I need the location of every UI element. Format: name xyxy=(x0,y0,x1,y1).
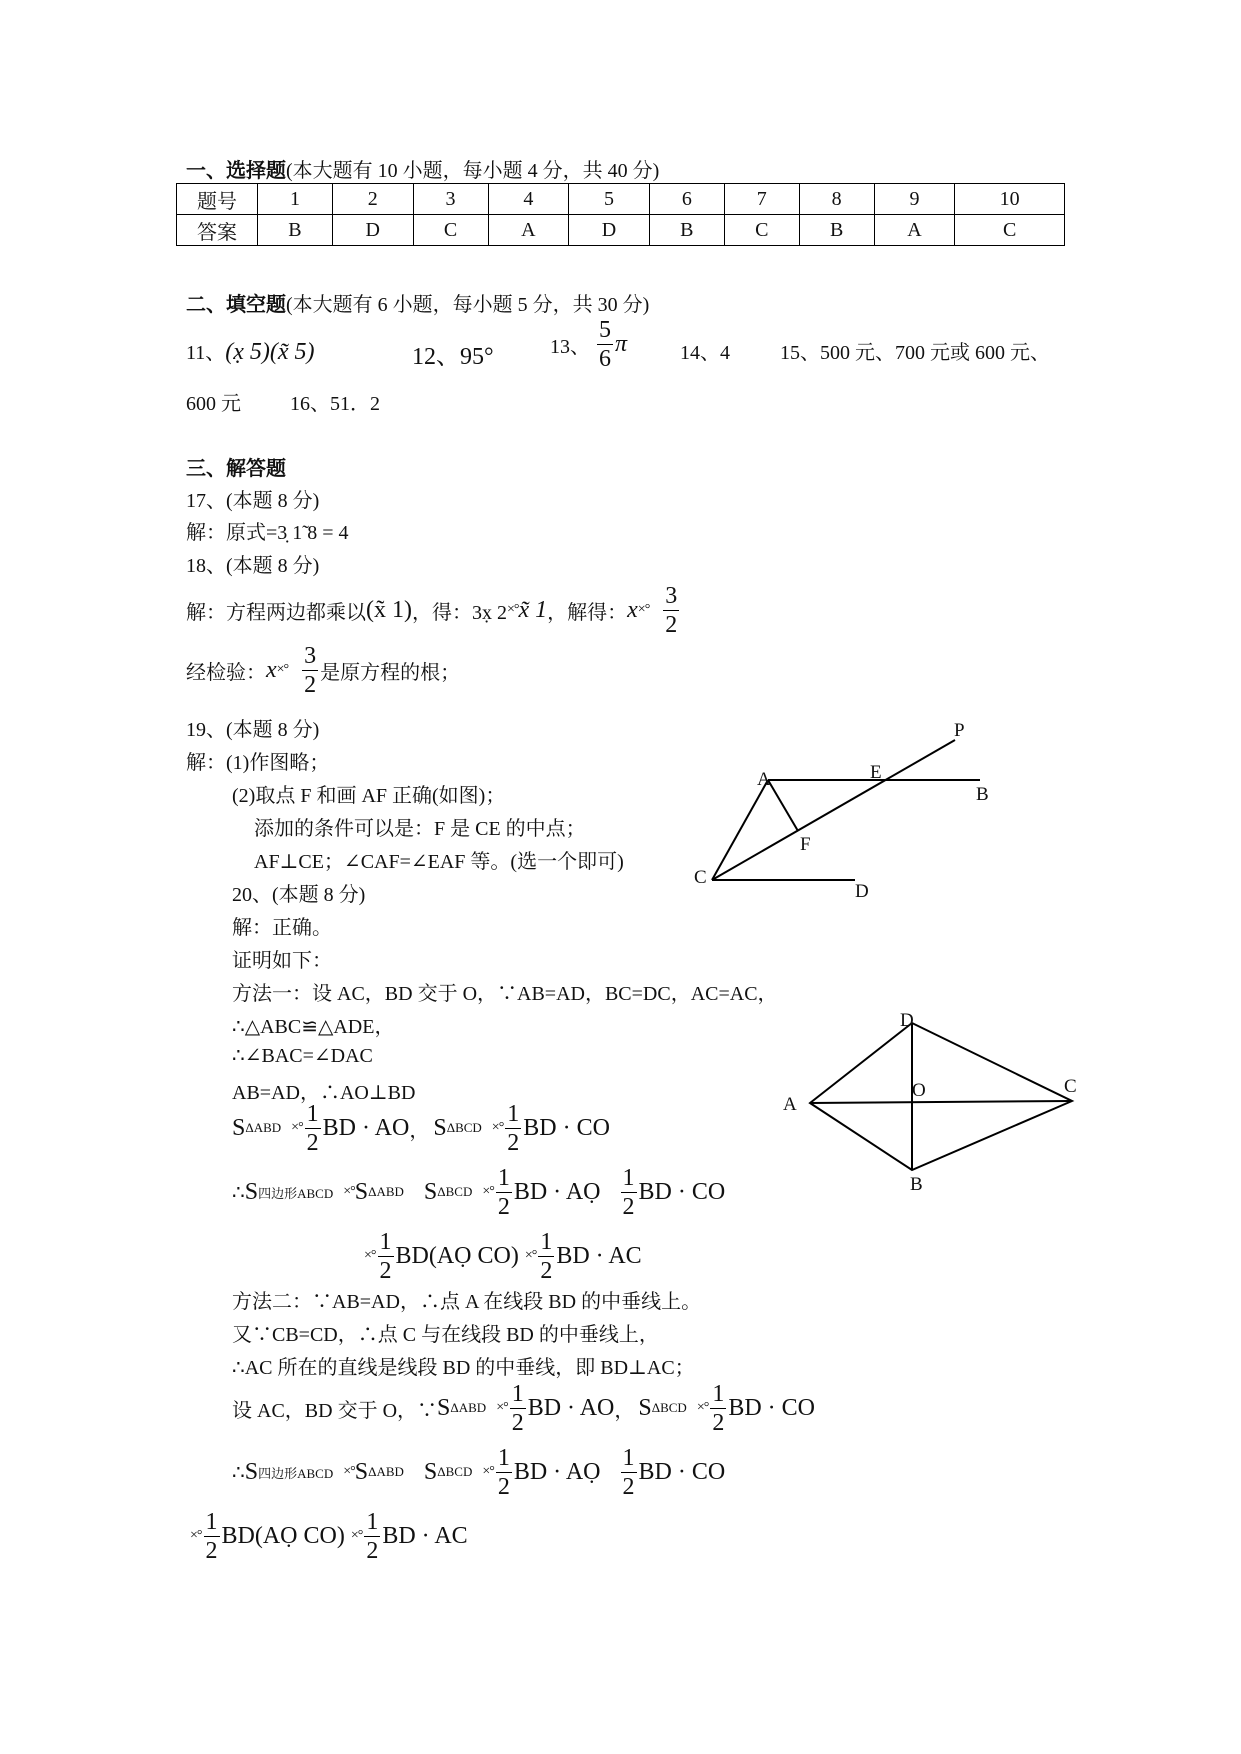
q14: 14、4 xyxy=(680,342,730,364)
fraction-den: 2 xyxy=(306,1129,319,1156)
section1-heading xyxy=(186,154,659,183)
therefore-symbol: ∴ xyxy=(232,1461,245,1484)
garbled-glyph: ×° xyxy=(506,602,519,617)
q20-line3: 方法一：设 AC，BD 交于 O，∵AB=AD，BC=DC，AC=AC， xyxy=(232,983,778,1005)
garbled-glyph: ×° xyxy=(364,1248,376,1263)
area-symbol: S xyxy=(433,1114,447,1141)
garbled-glyph: ×° xyxy=(482,1464,494,1479)
q17-head: 17、(本题 8 分) xyxy=(186,490,320,512)
subscript: ΔBCD xyxy=(437,1464,473,1479)
q15: 15、500 元、700 元或 600 元、 xyxy=(780,342,1050,364)
formula-term: BD · AC xyxy=(556,1242,642,1269)
garbled-glyph: ×° xyxy=(190,1528,202,1543)
table-cell: 4 xyxy=(488,184,569,215)
formula-term: BD(AỌ CO) xyxy=(221,1522,345,1549)
q18-text-a: 解：方程两边都乘以 xyxy=(186,601,366,624)
formula-term: BD · CO xyxy=(638,1458,726,1485)
fraction-den: 2 xyxy=(540,1257,553,1284)
fraction-den: 2 xyxy=(712,1409,725,1436)
half-fraction xyxy=(204,1510,220,1563)
area-symbol: S xyxy=(638,1394,652,1421)
half-fraction xyxy=(510,1382,526,1435)
garbled-glyph: ×° xyxy=(524,1248,537,1263)
section2-title: 二、填空题 xyxy=(186,292,286,316)
garbled-glyph: ×° xyxy=(496,1400,508,1415)
q13-fraction xyxy=(597,318,613,371)
garbled-glyph: ×° xyxy=(491,1120,504,1135)
table-cell: A xyxy=(488,215,569,246)
subscript: 四边形ABCD xyxy=(258,1465,334,1481)
garbled-glyph: ×° xyxy=(291,1120,303,1135)
formula-term: BD · CO xyxy=(638,1178,726,1205)
q18-solution xyxy=(186,580,681,640)
q20-head: 20、(本题 8 分) xyxy=(232,884,366,906)
area-symbol: S xyxy=(244,1458,259,1485)
fraction-num: 1 xyxy=(712,1380,725,1407)
q18-text-d: x̃ 1 xyxy=(518,596,548,623)
q13-label: 13、 xyxy=(550,336,590,358)
table-cell: 8 xyxy=(799,184,874,215)
half-fraction xyxy=(710,1382,726,1435)
table-cell: B xyxy=(649,215,724,246)
half-fraction xyxy=(621,1166,637,1219)
q18-x: x xyxy=(266,656,277,683)
label-f: F xyxy=(800,834,811,855)
fraction-den: 2 xyxy=(622,1193,635,1220)
table-cell: B xyxy=(258,215,333,246)
fraction-num: 3 xyxy=(304,642,317,669)
q18-text-b: (x̃ 1) xyxy=(366,596,412,623)
table-cell: 3 xyxy=(413,184,488,215)
table-row xyxy=(177,184,1065,215)
m2-formula-3 xyxy=(190,1504,468,1568)
q19-head: 19、(本题 8 分) xyxy=(186,719,320,741)
label-a: A xyxy=(783,1094,797,1115)
half-fraction xyxy=(378,1230,394,1283)
fraction-num: 1 xyxy=(540,1228,553,1255)
section2-desc: (本大题有 6 小题，每小题 5 分，共 30 分) xyxy=(286,294,650,316)
area-symbol: S xyxy=(423,1458,438,1485)
q19-line2: (2)取点 F 和画 AF 正确(如图)； xyxy=(232,785,506,807)
section1-title: 一、选择题 xyxy=(186,158,286,182)
q20-line2: 证明如下： xyxy=(232,950,332,972)
table-cell: D xyxy=(332,215,413,246)
label-e: E xyxy=(870,762,882,783)
q20-line1: 解：正确。 xyxy=(232,917,332,939)
label-d: D xyxy=(900,1010,914,1031)
section3-title: 三、解答题 xyxy=(186,456,286,480)
q19-line1: 解：(1)作图略； xyxy=(186,752,330,774)
answer-table xyxy=(176,183,1065,246)
label-o: O xyxy=(912,1080,926,1101)
fraction-num: 1 xyxy=(306,1100,319,1127)
q13-num: 5 xyxy=(599,317,611,343)
q12-text: 12、95° xyxy=(412,344,494,370)
table-cell: 6 xyxy=(649,184,724,215)
m1-formula-2 xyxy=(232,1160,725,1224)
m2-formula-1 xyxy=(232,1376,815,1440)
subscript: ΔABD xyxy=(368,1464,404,1479)
figure-q20 xyxy=(780,1005,1100,1205)
subscript: ΔABD xyxy=(245,1120,282,1135)
half-fraction xyxy=(538,1230,554,1283)
label-b: B xyxy=(976,784,989,805)
q13 xyxy=(550,318,627,371)
table-cell: 1 xyxy=(258,184,333,215)
m2-line4-text: 设 AC，BD 交于 O，∵ xyxy=(232,1399,438,1422)
garbled-glyph: ×° xyxy=(343,1184,355,1199)
q18-text-e: ，解得： xyxy=(547,601,628,624)
area-symbol: S xyxy=(423,1178,438,1205)
fraction-den: 2 xyxy=(511,1409,524,1436)
formula-term: BD(AỌ CO) xyxy=(395,1242,519,1269)
fraction-num: 1 xyxy=(497,1164,510,1191)
subscript: ΔABD xyxy=(368,1184,404,1199)
area-symbol: S xyxy=(354,1178,369,1205)
line-cp xyxy=(712,740,955,880)
label-a: A xyxy=(757,769,771,790)
fraction-num: 1 xyxy=(366,1508,379,1535)
garbled-glyph: ×° xyxy=(482,1184,494,1199)
formula-term: BD · CO xyxy=(523,1114,610,1141)
half-fraction xyxy=(364,1510,380,1563)
m2-line3: ∴AC 所在的直线是线段 BD 的中垂线，即 BD⊥AC； xyxy=(232,1357,695,1379)
fraction-den: 2 xyxy=(205,1537,218,1564)
q11 xyxy=(186,336,315,366)
subscript: ΔABD xyxy=(450,1400,487,1415)
table-cell: D xyxy=(569,215,650,246)
therefore-symbol: ∴ xyxy=(232,1181,245,1204)
q18-check-text-a: 经检验： xyxy=(186,661,266,684)
area-symbol: S xyxy=(244,1178,259,1205)
table-cell: C xyxy=(724,215,799,246)
fraction-num: 3 xyxy=(665,582,678,609)
q17-solution-text: 解：原式=3̣ 1̃ 8 = 4 xyxy=(186,522,349,544)
comma: ， xyxy=(409,1119,430,1142)
table-cell: 9 xyxy=(874,184,955,215)
formula-term: BD · AO xyxy=(322,1114,410,1141)
table-cell: 10 xyxy=(955,184,1065,215)
table-cell: C xyxy=(413,215,488,246)
m2-line2: 又∵CB=CD，∴点 C 与在线段 BD 的中垂线上， xyxy=(232,1324,659,1346)
fraction-den: 2 xyxy=(379,1257,392,1284)
subscript: 四边形ABCD xyxy=(258,1185,334,1201)
fraction-den: 2 xyxy=(665,611,678,638)
half-fraction xyxy=(496,1446,512,1499)
table-cell: 7 xyxy=(724,184,799,215)
label-c: C xyxy=(1064,1076,1077,1097)
fraction-den: 2 xyxy=(497,1193,510,1220)
m1-formula-1 xyxy=(232,1096,610,1160)
label-d: D xyxy=(855,881,869,902)
garbled-glyph: ×° xyxy=(696,1400,709,1415)
q11-label: 11、 xyxy=(186,342,226,364)
label-c: C xyxy=(694,867,707,888)
q11-expr: (x̣ 5)(x̃ 5) xyxy=(225,339,315,365)
garbled-glyph: ×° xyxy=(637,602,650,617)
q19-line4: AF⊥CE；∠CAF=∠EAF 等。(选一个即可) xyxy=(254,851,624,873)
q18-check-fraction xyxy=(302,644,318,697)
table-cell: 2 xyxy=(332,184,413,215)
subscript: ΔBCD xyxy=(651,1400,687,1415)
section2-heading xyxy=(186,288,649,317)
q13-pi: π xyxy=(615,331,628,357)
fraction-den: 2 xyxy=(622,1473,635,1500)
fraction-den: 2 xyxy=(304,671,317,698)
q15-cont: 600 元 xyxy=(186,393,241,415)
diagonal-ac xyxy=(810,1101,1072,1103)
fraction-num: 1 xyxy=(497,1444,510,1471)
fraction-num: 1 xyxy=(622,1164,635,1191)
q20-line6: AB=AD，∴AO⊥BD xyxy=(232,1082,416,1104)
q18-head: 18、(本题 8 分) xyxy=(186,555,320,577)
table-cell: A xyxy=(874,215,955,246)
q18-check xyxy=(186,640,460,700)
comma: ， xyxy=(614,1399,635,1422)
q20-line5: ∴∠BAC=∠DAC xyxy=(232,1045,373,1067)
line-af xyxy=(768,780,798,831)
table-row xyxy=(177,215,1065,246)
garbled-glyph: ×° xyxy=(276,662,289,677)
fraction-num: 1 xyxy=(622,1444,635,1471)
formula-term: BD · CO xyxy=(728,1394,815,1421)
figure-q19 xyxy=(680,700,1010,910)
q16: 16、51．2 xyxy=(290,393,380,415)
table-cell: B xyxy=(799,215,874,246)
area-symbol: S xyxy=(232,1114,246,1141)
q20-line4: ∴△ABC≌△ADE， xyxy=(232,1016,395,1038)
q18-x: x xyxy=(627,596,638,623)
area-symbol: S xyxy=(354,1458,369,1485)
formula-term: BD · AỌ xyxy=(513,1458,601,1485)
formula-term: BD · AC xyxy=(382,1522,468,1549)
rhombus-abcd xyxy=(810,1023,1072,1170)
q18-check-text-b: 是原方程的根； xyxy=(320,661,461,684)
fraction-num: 1 xyxy=(379,1228,392,1255)
table-cell: C xyxy=(955,215,1065,246)
label-p: P xyxy=(954,720,965,741)
fraction-den: 2 xyxy=(507,1129,520,1156)
half-fraction xyxy=(305,1102,321,1155)
section1-desc: (本大题有 10 小题，每小题 4 分，共 40 分) xyxy=(286,160,660,182)
half-fraction xyxy=(505,1102,521,1155)
label-b: B xyxy=(910,1174,923,1195)
m2-line1: 方法二：∵AB=AD，∴点 A 在线段 BD 的中垂线上。 xyxy=(232,1291,702,1313)
table-cell: 5 xyxy=(569,184,650,215)
table-row-label: 题号 xyxy=(177,184,258,215)
q17-solution xyxy=(186,516,349,545)
garbled-glyph: ×° xyxy=(343,1464,355,1479)
area-symbol: S xyxy=(437,1394,451,1421)
q13-den: 6 xyxy=(599,346,611,372)
m2-formula-2 xyxy=(232,1440,725,1504)
m1-formula-3 xyxy=(364,1224,642,1288)
fraction-den: 2 xyxy=(497,1473,510,1500)
q18-text-c: ，得：3x̣ 2 xyxy=(411,601,507,624)
fraction-num: 1 xyxy=(507,1100,520,1127)
half-fraction xyxy=(496,1166,512,1219)
subscript: ΔBCD xyxy=(446,1120,482,1135)
subscript: ΔBCD xyxy=(437,1184,473,1199)
formula-term: BD · AO xyxy=(527,1394,615,1421)
table-row-label: 答案 xyxy=(177,215,258,246)
q12 xyxy=(412,336,494,371)
q18-fraction xyxy=(663,584,679,637)
q19-line3: 添加的条件可以是：F 是 CE 的中点； xyxy=(254,818,586,840)
fraction-num: 1 xyxy=(511,1380,524,1407)
half-fraction xyxy=(621,1446,637,1499)
fraction-num: 1 xyxy=(205,1508,218,1535)
garbled-glyph: ×° xyxy=(350,1528,363,1543)
formula-term: BD · AỌ xyxy=(513,1178,601,1205)
fraction-den: 2 xyxy=(366,1537,379,1564)
